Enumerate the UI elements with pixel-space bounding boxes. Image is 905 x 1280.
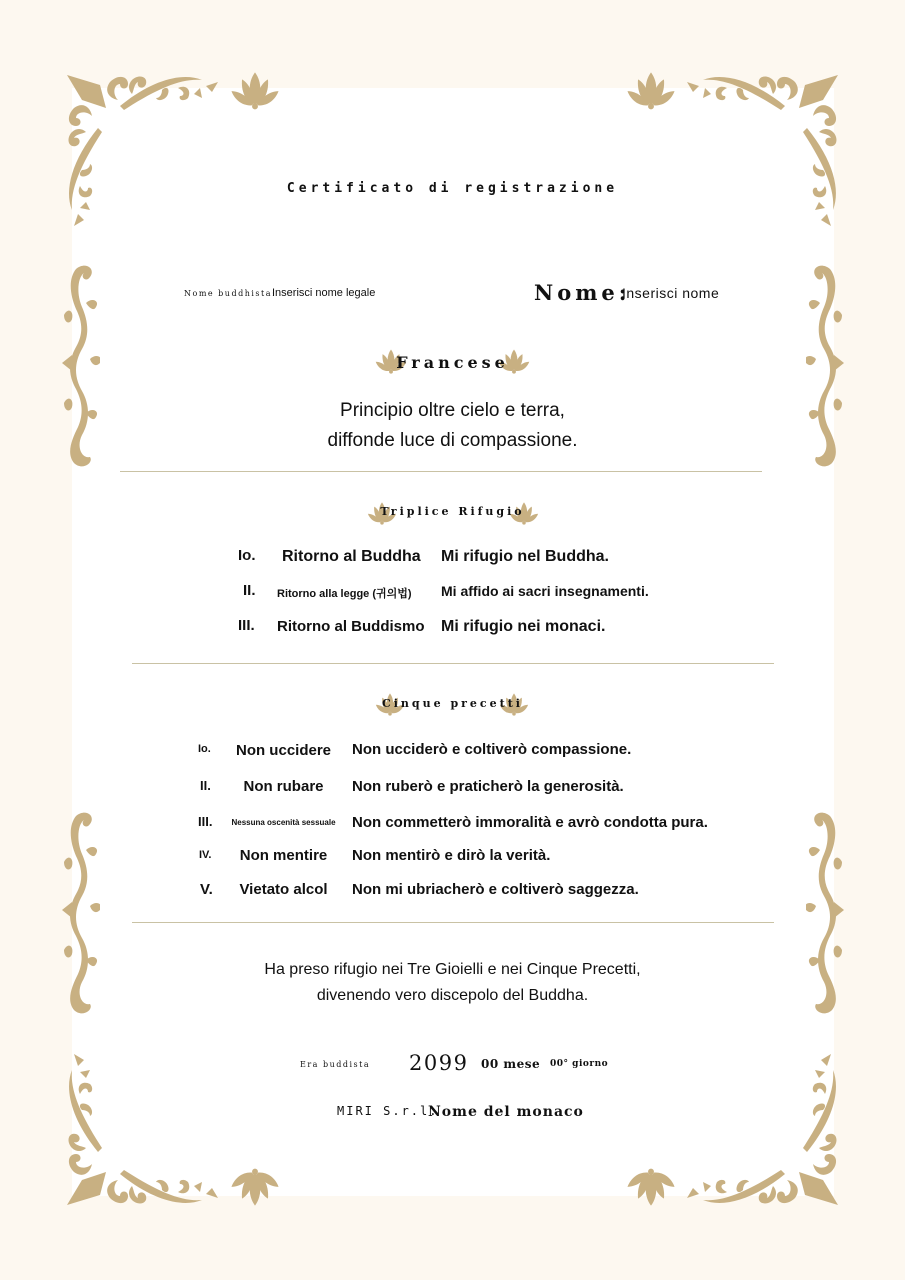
precept-description: Non mentirò e dirò la verità.	[352, 847, 551, 864]
precept-title: Non rubare	[243, 778, 324, 795]
motto-line: Principio oltre cielo e terra,	[340, 400, 565, 421]
buddhist-name-label: Nome buddhista:	[184, 289, 277, 298]
name-field[interactable]: Inserisci nome	[622, 285, 720, 301]
refuge-description: Mi rifugio nel Buddha.	[441, 548, 609, 565]
certificate-panel	[72, 88, 834, 1196]
refuge-title: Ritorno alla legge (귀의법)	[277, 588, 412, 600]
month-field[interactable]: 00 mese	[481, 1057, 541, 1071]
refuge-number: Io.	[238, 547, 256, 564]
precept-number: V.	[200, 881, 213, 898]
floral-corner-ornament-top-right	[683, 70, 843, 230]
five-precepts-heading: Cinque precetti	[382, 697, 523, 710]
buddhist-name-field[interactable]: Inserisci nome legale	[272, 287, 376, 299]
lotus-icon	[624, 1168, 678, 1208]
floral-corner-ornament-top-left	[62, 70, 222, 230]
divider	[132, 922, 774, 923]
certificate-title: Certificato di registrazione	[286, 181, 619, 196]
year-field[interactable]: 2099	[409, 1051, 469, 1075]
precept-description: Non ruberò e praticherò la generosità.	[352, 778, 624, 795]
monk-name-field[interactable]: Nome del monaco	[428, 1104, 584, 1120]
motto	[0, 396, 905, 456]
precept-description: Non mi ubriacherò e coltiverò saggezza.	[352, 881, 639, 898]
refuge-title: Ritorno al Buddha	[282, 548, 421, 565]
precept-description: Non ucciderò e coltiverò compassione.	[352, 741, 632, 758]
precept-number: IV.	[199, 849, 212, 861]
refuge-description: Mi rifugio nei monaci.	[441, 618, 606, 635]
era-label: Era buddista	[300, 1060, 371, 1069]
closing-line: Ha preso rifugio nei Tre Gioielli e nei Cinque Precetti,	[264, 961, 641, 978]
name-label: Nome:	[534, 280, 631, 305]
motto-line: diffonde luce di compassione.	[327, 430, 578, 451]
precept-title: Vietato alcol	[239, 881, 328, 898]
precept-number: II.	[200, 778, 211, 793]
refuge-description: Mi affido ai sacri insegnamenti.	[441, 583, 649, 599]
refuge-number: II.	[243, 582, 256, 599]
floral-corner-ornament-bottom-right	[683, 1050, 843, 1210]
day-field[interactable]: 00° giorno	[550, 1059, 609, 1069]
closing-line: divenendo vero discepolo del Buddha.	[316, 987, 589, 1004]
refuge-title: Ritorno al Buddismo	[277, 618, 425, 635]
lotus-icon	[228, 70, 282, 110]
dharma-name-heading: Francese	[396, 353, 509, 372]
precept-number: III.	[198, 814, 213, 829]
divider	[132, 663, 774, 664]
precept-title: Nessuna oscenità sessuale	[231, 818, 336, 827]
divider	[120, 471, 762, 472]
refuge-number: III.	[238, 617, 255, 634]
closing-statement	[0, 957, 905, 1009]
issuer-name: MIRI S.r.l.	[337, 1104, 439, 1118]
precept-number: Io.	[198, 743, 211, 755]
precept-title: Non uccidere	[235, 742, 332, 759]
triple-refuge-heading: Triplice Rifugio	[380, 505, 525, 518]
precept-title: Non mentire	[239, 847, 328, 864]
floral-corner-ornament-bottom-left	[62, 1050, 222, 1210]
lotus-icon	[624, 70, 678, 110]
lotus-icon	[228, 1168, 282, 1208]
precept-description: Non commetterò immoralità e avrò condotta pura.	[352, 814, 708, 831]
